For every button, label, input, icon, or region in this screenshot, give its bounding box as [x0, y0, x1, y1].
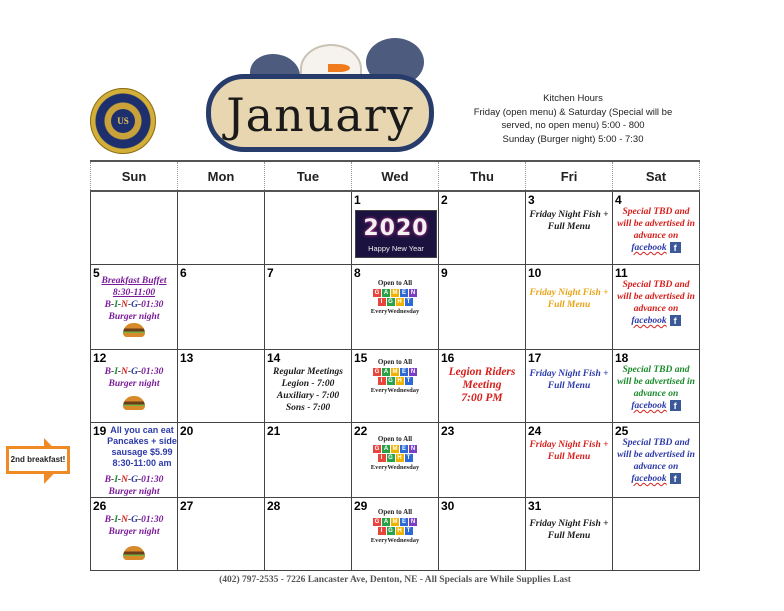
game-tile: M: [392, 369, 398, 375]
day-number: 4: [615, 193, 622, 207]
game-tile: E: [401, 369, 406, 375]
day-cell-4: [613, 191, 700, 265]
fish-line2: Full Menu: [547, 300, 591, 310]
game-night-event: [352, 435, 438, 471]
day-cell-7: [265, 265, 352, 350]
ayce-line3: sausage $5.99: [111, 447, 173, 457]
bingo-letter: I: [114, 475, 118, 485]
day-number: 22: [354, 424, 368, 438]
weekday-thu: Thu: [439, 161, 526, 191]
game-night-top: Open to All: [377, 279, 413, 287]
day-number: 12: [93, 351, 107, 365]
calendar-grid: [90, 160, 700, 571]
game-tile: G: [374, 369, 380, 375]
game-night-event: [352, 508, 438, 544]
week-row: [91, 350, 700, 423]
fish-night-event: [526, 209, 612, 233]
bingo-letter: N: [121, 300, 128, 310]
day-cell-29: [352, 498, 439, 571]
day-cell-3: [526, 191, 613, 265]
sunday-events: [91, 366, 177, 414]
weekday-tue: Tue: [265, 161, 352, 191]
fish-line1: Friday Night Fish +: [529, 210, 609, 220]
game-night-bottom: EveryWednesday: [370, 537, 420, 544]
game-night-top: Open to All: [377, 508, 413, 516]
day-cell-9: [439, 265, 526, 350]
game-tile: T: [405, 454, 413, 462]
game-night-top: Open to All: [377, 358, 413, 366]
week-row: [91, 265, 700, 350]
breakfast-time: 8:30-11:00: [112, 288, 156, 298]
game-tile: I: [378, 377, 386, 385]
burger-icon: [123, 546, 145, 560]
ayce-line1: All you can eat: [110, 425, 174, 435]
day-number: 21: [267, 424, 281, 438]
meetings-line4: Sons - 7:00: [285, 403, 331, 413]
fish-line2: Full Menu: [547, 222, 591, 232]
day-number: 31: [528, 499, 542, 513]
day-cell-21: [265, 423, 352, 498]
day-number: 27: [180, 499, 194, 513]
new-year-number: 2020: [363, 216, 429, 241]
day-cell-24: [526, 423, 613, 498]
game-tile: A: [383, 446, 389, 452]
day-number: 23: [441, 424, 455, 438]
day-number: 14: [267, 351, 281, 365]
riders-line1: Legion Riders: [448, 366, 516, 378]
meetings-line2: Legion - 7:00: [281, 379, 335, 389]
day-cell-28: [265, 498, 352, 571]
facebook-link[interactable]: facebook: [631, 474, 667, 484]
fish-night-event: [526, 287, 612, 311]
day-cell-5: [91, 265, 178, 350]
game-night-bottom: EveryWednesday: [370, 464, 420, 471]
game-tile: I: [378, 298, 386, 306]
day-cell-15: [352, 350, 439, 423]
game-night-event: [352, 279, 438, 315]
game-night-tiles: [371, 518, 419, 535]
special-line3: advance on: [633, 304, 679, 314]
day-cell-1: [352, 191, 439, 265]
special-line3: advance on: [633, 231, 679, 241]
bingo-time: 01:30: [141, 515, 164, 525]
week-row: [91, 423, 700, 498]
bingo-time: 01:30: [141, 300, 164, 310]
day-number: 10: [528, 266, 542, 280]
weekday-fri: Fri: [526, 161, 613, 191]
day-number: 13: [180, 351, 194, 365]
riders-line2: Meeting: [462, 379, 502, 391]
kitchen-hours-line3: Sunday (Burger night) 5:00 - 7:30: [502, 133, 644, 145]
game-tile: M: [392, 290, 398, 296]
fish-line1: Friday Night Fish +: [529, 440, 609, 450]
day-cell-empty: [91, 191, 178, 265]
burger-icon: [123, 396, 145, 410]
weekday-sun: Sun: [91, 161, 178, 191]
game-night-tiles: [371, 445, 419, 462]
american-legion-emblem: [90, 88, 156, 154]
day-number: 8: [354, 266, 361, 280]
day-number: 20: [180, 424, 194, 438]
special-line2: will be advertised in: [617, 219, 695, 229]
day-number: 1: [354, 193, 361, 207]
burger-night: Burger night: [108, 312, 160, 322]
day-cell-2: [439, 191, 526, 265]
day-number: 6: [180, 266, 187, 280]
game-tile: E: [401, 290, 406, 296]
special-event: [613, 364, 699, 412]
ayce-line2: Pancakes + side: [107, 436, 177, 446]
emblem-center: US: [111, 109, 135, 133]
burger-night: Burger night: [108, 527, 160, 537]
facebook-link[interactable]: facebook: [631, 316, 667, 326]
facebook-link[interactable]: facebook: [631, 243, 667, 253]
day-cell-25: [613, 423, 700, 498]
day-cell-14: [265, 350, 352, 423]
day-number: 15: [354, 351, 368, 365]
game-tile: G: [388, 528, 393, 534]
day-cell-10: [526, 265, 613, 350]
sunday-events: [91, 474, 177, 498]
ayce-line4: 8:30-11:00 am: [112, 458, 172, 468]
legion-meetings-event: [265, 366, 351, 414]
new-year-text: Happy New Year: [368, 244, 424, 253]
game-tile: A: [383, 290, 389, 296]
special-line3: advance on: [633, 389, 679, 399]
game-tile: N: [410, 446, 416, 452]
day-cell-empty: [613, 498, 700, 571]
game-tile: T: [405, 527, 413, 535]
day-number: 30: [441, 499, 455, 513]
day-number: 24: [528, 424, 542, 438]
second-breakfast-callout: 2nd breakfast!: [6, 446, 70, 474]
day-cell-19: [91, 423, 178, 498]
facebook-link[interactable]: facebook: [631, 401, 667, 411]
game-tile: A: [383, 519, 389, 525]
burger-icon: [123, 323, 145, 337]
day-cell-22: [352, 423, 439, 498]
kitchen-hours-title: Kitchen Hours: [543, 93, 603, 104]
game-night-bottom: EveryWednesday: [370, 308, 420, 315]
day-number: 9: [441, 266, 448, 280]
weekday-mon: Mon: [178, 161, 265, 191]
day-number: 16: [441, 351, 455, 365]
breakfast-buffet: Breakfast Buffet: [101, 276, 167, 286]
new-year-image: [355, 210, 437, 258]
game-night-top: Open to All: [377, 435, 413, 443]
day-number: 25: [615, 424, 629, 438]
bingo-letter: G: [131, 475, 138, 485]
day-number: 5: [93, 266, 100, 280]
special-event: [613, 279, 699, 327]
game-tile: T: [405, 298, 413, 306]
special-line3: advance on: [633, 462, 679, 472]
sunday-events: [91, 514, 177, 564]
bingo-letter: I: [114, 367, 118, 377]
game-tile: N: [410, 519, 416, 525]
game-tile: G: [374, 446, 380, 452]
meetings-line1: Regular Meetings: [273, 367, 343, 377]
day-number: 17: [528, 351, 542, 365]
day-cell-18: [613, 350, 700, 423]
day-cell-17: [526, 350, 613, 423]
fish-line2: Full Menu: [547, 531, 591, 541]
day-cell-empty: [265, 191, 352, 265]
special-line1: Special TBD and: [622, 365, 690, 375]
bingo-line: B-I-N-G-01:30: [104, 300, 164, 310]
game-tile: I: [378, 454, 386, 462]
game-tile: G: [388, 378, 393, 384]
bingo-time: 01:30: [141, 367, 164, 377]
game-tile: T: [405, 377, 413, 385]
day-number: 26: [93, 499, 107, 513]
fish-night-event: [526, 439, 612, 463]
day-number: 11: [615, 266, 628, 280]
burger-night: Burger night: [108, 487, 160, 497]
fish-line2: Full Menu: [547, 452, 591, 462]
day-number: 7: [267, 266, 274, 280]
special-line1: Special TBD and: [622, 280, 690, 290]
day-cell-16: [439, 350, 526, 423]
game-night-tiles: [371, 289, 419, 306]
special-event: [613, 437, 699, 485]
fish-line1: Friday Night Fish +: [529, 369, 609, 379]
day-number: 29: [354, 499, 368, 513]
game-tile: E: [401, 519, 406, 525]
game-tile: H: [397, 299, 402, 305]
day-cell-8: [352, 265, 439, 350]
bingo-line: B-I-N-G-01:30: [104, 475, 164, 485]
game-tile: G: [388, 299, 393, 305]
special-event: [613, 206, 699, 254]
game-night-event: [352, 358, 438, 394]
game-tile: M: [392, 519, 398, 525]
week-row: [91, 498, 700, 571]
pancake-breakfast-event: [103, 425, 181, 469]
game-tile: N: [410, 290, 416, 296]
week-row: [91, 191, 700, 265]
bingo-time: 01:30: [141, 475, 164, 485]
day-cell-empty: [178, 191, 265, 265]
bingo-letter: N: [121, 475, 128, 485]
facebook-icon: f: [670, 315, 681, 326]
bingo-letter: B: [104, 475, 112, 485]
bingo-letter: I: [114, 515, 118, 525]
special-line1: Special TBD and: [622, 438, 690, 448]
day-cell-23: [439, 423, 526, 498]
day-cell-6: [178, 265, 265, 350]
game-tile: M: [392, 446, 398, 452]
day-number: 2: [441, 193, 448, 207]
game-tile: G: [388, 455, 393, 461]
day-cell-12: [91, 350, 178, 423]
bingo-letter: N: [121, 367, 128, 377]
bingo-line: B-I-N-G-01:30: [104, 367, 164, 377]
sunday-events: [91, 275, 177, 341]
kitchen-hours-line2: served, no open menu) 5:00 - 800: [501, 120, 645, 131]
game-tile: G: [374, 290, 380, 296]
footer-contact: (402) 797-2535 - 7226 Lancaster Ave, Denton, NE - All Specials are While Supplies Last: [219, 575, 571, 585]
day-cell-31: [526, 498, 613, 571]
day-number: 18: [615, 351, 629, 365]
facebook-icon: f: [670, 242, 681, 253]
bingo-letter: N: [121, 515, 128, 525]
day-cell-27: [178, 498, 265, 571]
game-tile: A: [383, 369, 389, 375]
game-tile: N: [410, 369, 416, 375]
bingo-letter: G: [131, 515, 138, 525]
bingo-line: B-I-N-G-01:30: [104, 515, 164, 525]
day-number: 3: [528, 193, 535, 207]
game-night-bottom: EveryWednesday: [370, 387, 420, 394]
special-line2: will be advertised in: [617, 377, 695, 387]
weekday-header: [91, 161, 700, 191]
facebook-icon: f: [670, 400, 681, 411]
day-cell-26: [91, 498, 178, 571]
kitchen-hours-line1: Friday (open menu) & Saturday (Special will be: [473, 106, 673, 118]
special-line2: will be advertised in: [617, 292, 695, 302]
game-tile: I: [378, 527, 386, 535]
game-tile: E: [401, 446, 406, 452]
weekday-wed: Wed: [352, 161, 439, 191]
special-line1: Special TBD and: [622, 207, 690, 217]
game-night-tiles: [371, 368, 419, 385]
bingo-letter: G: [131, 367, 138, 377]
bingo-letter: B: [104, 300, 112, 310]
day-cell-30: [439, 498, 526, 571]
bingo-letter: G: [131, 300, 138, 310]
special-line2: will be advertised in: [617, 450, 695, 460]
meetings-line3: Auxiliary - 7:00: [276, 391, 340, 401]
game-tile: H: [397, 378, 402, 384]
day-cell-13: [178, 350, 265, 423]
fish-line2: Full Menu: [547, 381, 591, 391]
riders-line3: 7:00 PM: [461, 392, 503, 404]
kitchen-hours: [462, 92, 684, 146]
fish-night-event: [526, 518, 612, 542]
facebook-icon: f: [670, 473, 681, 484]
day-cell-20: [178, 423, 265, 498]
fish-line1: Friday Night Fish +: [529, 288, 609, 298]
day-number: 28: [267, 499, 281, 513]
bingo-letter: I: [114, 300, 118, 310]
burger-night: Burger night: [108, 379, 160, 389]
game-tile: H: [397, 455, 402, 461]
game-tile: H: [397, 528, 402, 534]
day-number: 19: [93, 424, 107, 438]
legion-riders-event: [439, 366, 525, 405]
fish-night-event: [526, 368, 612, 392]
day-cell-11: [613, 265, 700, 350]
weekday-sat: Sat: [613, 161, 700, 191]
carrot-nose-illustration: [328, 64, 350, 72]
bingo-letter: B: [104, 367, 112, 377]
bingo-letter: B: [104, 515, 112, 525]
fish-line1: Friday Night Fish +: [529, 519, 609, 529]
game-tile: G: [374, 519, 380, 525]
month-title: January: [226, 88, 414, 142]
